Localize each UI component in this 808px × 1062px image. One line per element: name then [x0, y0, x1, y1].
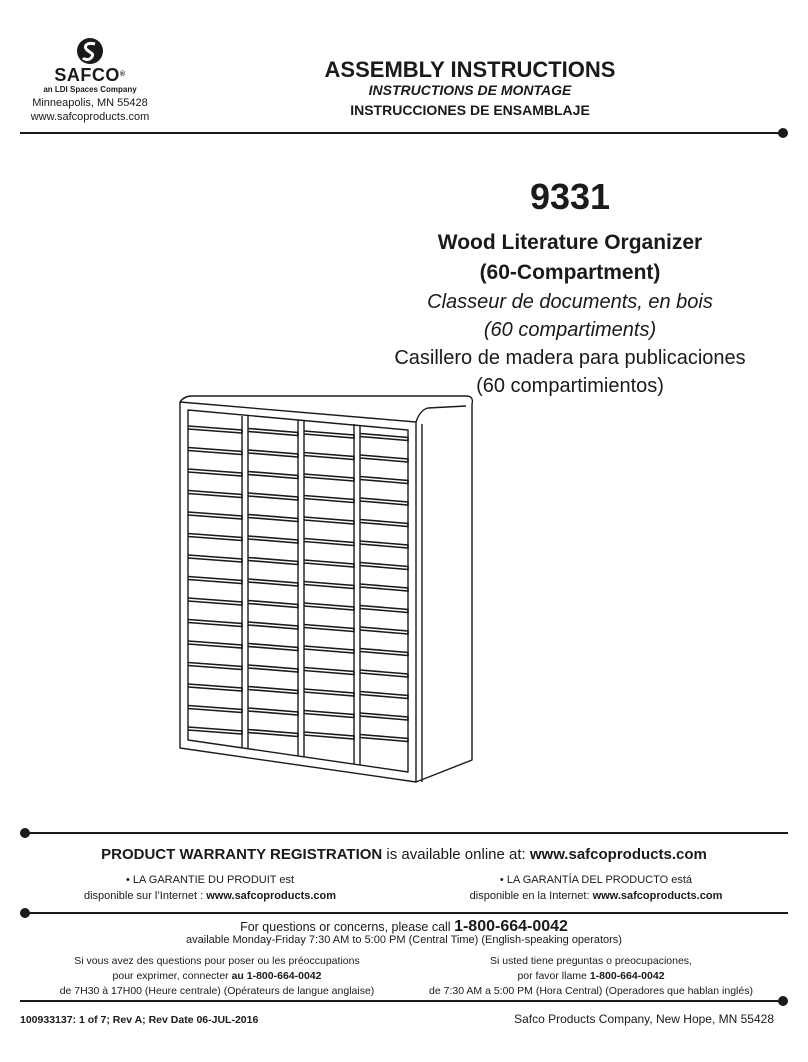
shelf-line [360, 627, 408, 634]
shelf-line [360, 563, 408, 570]
shelf-line [188, 555, 242, 562]
contact-es-3: de 7:30 AM a 5:00 PM (Hora Central) (Operadores que hablan inglés) [429, 985, 753, 997]
shelf-line [360, 455, 408, 462]
brand-subtitle: an LDI Spaces Company [43, 85, 137, 94]
shelf-line [248, 450, 298, 457]
shelf-line [188, 641, 242, 648]
product-name-fr-2: (60 compartiments) [483, 319, 657, 341]
shelf-line [188, 512, 242, 519]
shelf-line [304, 582, 354, 589]
shelf-line [248, 579, 298, 586]
warranty-line [0, 846, 808, 863]
shelf-line [188, 491, 242, 498]
product-name-en-1: Wood Literature Organizer [437, 231, 703, 254]
shelf-line [304, 732, 354, 739]
shelf-line [304, 603, 354, 610]
safco-emblem-icon [75, 36, 105, 66]
contact-es-1: Si usted tiene preguntas o preocupaciones, [490, 955, 692, 967]
contact-fr-3: de 7H30 à 17H00 (Heure centrale) (Opérateurs de langue anglaise) [59, 985, 375, 997]
contact-es-phone[interactable]: 1-800-664-0042 [589, 970, 665, 982]
contact-hours: available Monday-Friday 7:30 AM to 5:00 PM (Central Time) (English-speaking operators) [186, 934, 622, 946]
shelf-line [304, 711, 354, 718]
contact-french [22, 954, 412, 999]
footer-divider [20, 1000, 782, 1002]
product-titles [340, 228, 800, 400]
shelf-line [248, 601, 298, 608]
brand-name: SAFCO® [54, 65, 126, 85]
header-divider [20, 132, 782, 134]
shelf-line [304, 689, 354, 696]
warranty-text: is available online at: [382, 846, 530, 863]
company-address: Safco Products Company, New Hope, MN 55428 [514, 1012, 774, 1026]
warranty-fr-url[interactable]: www.safcoproducts.com [206, 890, 337, 902]
brand-website: www.safcoproducts.com [30, 111, 150, 123]
product-name-fr-1: Classeur de documents, en bois [427, 291, 713, 313]
warranty-es-line2: disponible en la Internet: www.safcoproducts.com [469, 890, 723, 902]
warranty-french [20, 872, 400, 904]
shelf-line [360, 670, 408, 677]
contact-phone[interactable]: 1-800-664-0042 [454, 918, 568, 935]
title-spanish: INSTRUCCIONES DE ENSAMBLAJE [350, 102, 590, 118]
shelf-line [360, 649, 408, 656]
contact-es-2: por favor llame 1-800-664-0042 [517, 970, 665, 982]
shelf-line [188, 727, 242, 734]
shelf-line [360, 735, 408, 742]
shelf-line [304, 646, 354, 653]
model-number: 9331 [529, 176, 611, 217]
shelf-line [248, 429, 298, 436]
shelf-line [304, 496, 354, 503]
warranty-spanish [406, 872, 786, 904]
shelf-line [248, 665, 298, 672]
shelf-line [188, 663, 242, 670]
contact-intro: For questions or concerns, please call [240, 920, 455, 934]
shelf-line [188, 426, 242, 433]
warranty-divider [26, 832, 788, 834]
shelf-line [304, 517, 354, 524]
shelf-line [248, 622, 298, 629]
shelf-line [248, 644, 298, 651]
shelf-line [360, 520, 408, 527]
company-logo [20, 36, 160, 124]
title-english: ASSEMBLY INSTRUCTIONS [324, 57, 616, 82]
shelf-line [248, 472, 298, 479]
shelf-line [304, 539, 354, 546]
brand-city: Minneapolis, MN 55428 [32, 97, 148, 109]
shelf-line [188, 684, 242, 691]
shelf-line [248, 708, 298, 715]
divider-dot [778, 128, 788, 138]
divider-dot [778, 996, 788, 1006]
contact-fr-phone[interactable]: au 1-800-664-0042 [231, 970, 322, 982]
warranty-fr-line2: disponible sur l’Internet : www.safcoproducts.com [83, 890, 337, 902]
document-number: 100933137: 1 of 7; Rev A; Rev Date 06-JUL-2016 [20, 1014, 259, 1026]
contact-divider [26, 912, 788, 914]
contact-spanish [396, 954, 786, 999]
shelf-line [188, 534, 242, 541]
shelf-line [304, 668, 354, 675]
warranty-url[interactable]: www.safcoproducts.com [529, 846, 707, 863]
shelf-line [360, 606, 408, 613]
shelf-line [304, 431, 354, 438]
shelf-line [248, 536, 298, 543]
warranty-es-line1: • LA GARANTÍA DEL PRODUCTO está [499, 874, 693, 886]
shelf-line [188, 620, 242, 627]
shelf-line [188, 706, 242, 713]
shelf-line [248, 558, 298, 565]
title-french: INSTRUCTIONS DE MONTAGE [368, 82, 572, 98]
shelf-line [360, 498, 408, 505]
shelf-line [248, 730, 298, 737]
shelf-line [360, 434, 408, 441]
shelf-line [188, 469, 242, 476]
shelf-line [360, 713, 408, 720]
shelf-line [360, 477, 408, 484]
shelf-line [304, 560, 354, 567]
warranty-label: PRODUCT WARRANTY REGISTRATION [101, 846, 383, 863]
shelf-line [304, 474, 354, 481]
shelf-line [188, 448, 242, 455]
shelf-line [248, 493, 298, 500]
product-name-es-1: Casillero de madera para publicaciones [394, 347, 746, 369]
organizer-illustration [176, 390, 476, 790]
shelf-line [360, 541, 408, 548]
header-titles [300, 58, 640, 121]
product-name-es-2: (60 compartimientos) [476, 375, 664, 397]
shelf-line [360, 584, 408, 591]
shelf-line [188, 598, 242, 605]
product-name-en-2: (60-Compartment) [479, 261, 661, 284]
contact-fr-1: Si vous avez des questions pour poser ou les préoccupations [74, 955, 360, 967]
shelf-line [360, 692, 408, 699]
shelf-line [248, 515, 298, 522]
shelf-line [304, 453, 354, 460]
contact-fr-2: pour exprimer, connecter au 1-800-664-0042 [112, 970, 322, 982]
shelf-line [248, 687, 298, 694]
warranty-fr-line1: • LA GARANTIE DU PRODUIT est [125, 874, 295, 886]
warranty-es-url[interactable]: www.safcoproducts.com [592, 890, 723, 902]
shelf-line [304, 625, 354, 632]
shelf-line [188, 577, 242, 584]
